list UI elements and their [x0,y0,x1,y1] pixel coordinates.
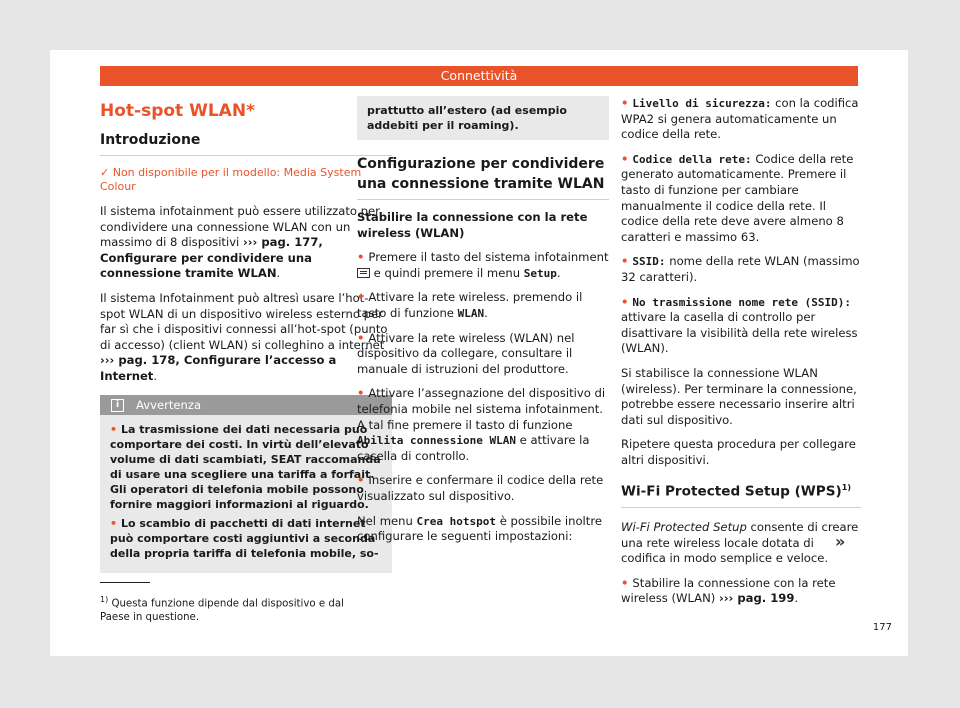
paragraph: Ripetere questa procedura per collegare altri dispositivi. [621,437,856,467]
page-reference-link[interactable]: ››› pag. 178, Configurare l’accesso a Internet [100,353,337,383]
setting-item: • Codice della rete: Codice della rete generato automaticamente. Premere il tasto di funzione per cambiare manualmente il codice della rete. Il codice della rete deve avere almeno 8 caratteri e massimo 63. [621,152,861,246]
paragraph: Si stabilisce la connessione WLAN (wireless). Per terminare la connessione, potrebbe essere necessario inserire altri dati sul dispositivo. [621,365,857,427]
warning-header: i Avvertenza [100,395,392,415]
section-subtitle: Introduzione [100,130,392,156]
info-icon: i [111,399,124,412]
footnote: $^{1)}$ Questa funzione dipende dal dispositivo e dal Paese in questione. [100,582,350,625]
page-number: 177 [872,622,892,633]
column-3 [621,96,861,616]
chapter-header: Connettività [100,66,858,86]
continue-arrow-icon: » [835,532,846,551]
menu-screen-icon [357,268,370,278]
paragraph: Wi-Fi Protected Setup consente di creare una rete wireless locale dotata di codifica in modo semplice e veloce. [621,520,859,566]
column-2 [357,96,609,554]
column-1 [100,96,392,573]
page-reference-link[interactable]: ››› pag. 177, Configurare per condividere una connessione tramite WLAN [100,235,323,281]
step-item: • Attivare l’assegnazione del dispositivo di telefonia mobile nel sistema infotainment. A tal fine premere il tasto di funzione Abilita connessione WLAN e attivare la casella di controllo. [357,386,609,464]
setting-item: • SSID: nome della rete WLAN (massimo 32 caratteri). [621,254,861,285]
step-item: • Attivare la rete wireless (WLAN) nel dispositivo da collegare, consultare il manuale di istruzioni del produttore. [357,331,609,378]
subheading: Stabilire la connessione con la rete wireless (WLAN) [357,210,588,240]
intro-paragraph-2: Il sistema Infotainment può altresì usare l’hot-spot WLAN di un dispositivo wireless esterno per far sì che i dispositivi connessi all’hot-spot (punto di accesso) (client WLAN) si colleghino a internet ››› pag. 178, Configurare l’accesso a Internet. [100,290,388,383]
paragraph: Nel menu Crea hotspot è possibile inoltre configurare le seguenti impostazioni: [357,513,602,544]
step-item: • Premere il tasto del sistema infotainment e quindi premere il menu Setup. [357,250,609,281]
step-item: • Stabilire la connessione con la rete wireless (WLAN) ››› pag. 199. [621,576,861,607]
warning-item: • La trasmissione dei dati necessaria può comportare dei costi. In virtù dell’elevato volume di dati scambiati, SEAT raccomanda di usare una scegliere una tariffa a forfait. Gli operatori di telefonia mobile possono fornire maggiori informazioni al riguardo. [110,422,384,512]
step-item: • Attivare la rete wireless. premendo il tasto di funzione WLAN. [357,290,609,321]
section-heading: Configurazione per condividere una connessione tramite WLAN [357,154,609,200]
warning-box [100,395,392,573]
step-item: • Inserire e confermare il codice della rete visualizzato sul dispositivo. [357,473,609,504]
intro-paragraph-1: Il sistema infotainment può essere utilizzato per condividere una connessione WLAN con un massimo di 8 dispositivi ››› pag. 177, Configurare per condividere una connessione tramite WLAN. [100,204,380,281]
warning-continuation: prattutto all’estero (ad esempio addebiti per il roaming). [357,96,609,140]
availability-note: ✓ Non disponibile per il modello: Media System Colour [100,166,362,193]
setting-item: • No trasmissione nome rete (SSID): attivare la casella di controllo per disattivare la visibilità della rete wireless (WLAN). [621,295,861,357]
page-reference-link[interactable]: ››› pag. 199 [719,591,795,606]
setting-item: • Livello di sicurezza: con la codifica WPA2 si genera automaticamente un codice della rete. [621,96,861,143]
section-title: Hot-spot WLAN* [100,101,255,121]
footnote-divider [100,582,150,583]
warning-item: • Lo scambio di pacchetti di dati internet può comportare costi aggiuntivi a seconda della propria tariffa di telefonia mobile, so- [110,516,384,561]
wps-heading: Wi-Fi Protected Setup (WPS)$^{1)}$ [621,477,861,508]
manual-page [50,50,908,656]
